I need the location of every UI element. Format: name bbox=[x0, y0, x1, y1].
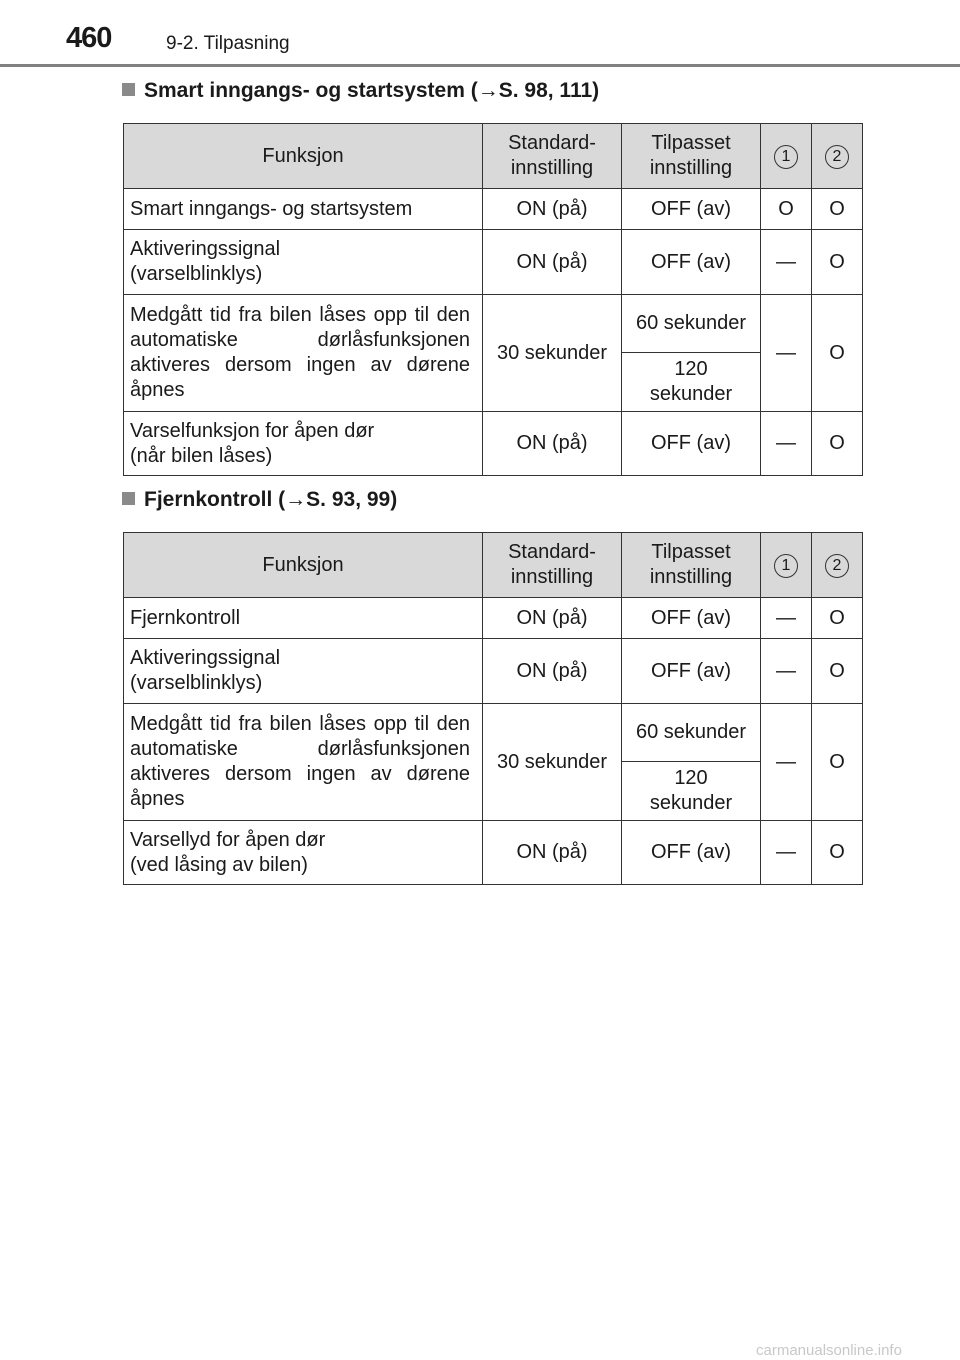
function-cell: Aktiveringssignal (varselblinklys) bbox=[124, 230, 483, 295]
mark-cell-2: O bbox=[812, 189, 863, 230]
column-header-2 bbox=[812, 124, 863, 189]
function-cell: Fjernkontroll bbox=[124, 598, 483, 639]
section-heading-text: Smart inngangs- og startsystem (→S. 98, 111) bbox=[144, 79, 600, 102]
section-heading-remote bbox=[122, 488, 397, 512]
table-row bbox=[124, 412, 863, 476]
column-header-default: Standard- innstilling bbox=[483, 124, 622, 189]
custom-cell: OFF (av) bbox=[622, 230, 761, 295]
table-row bbox=[124, 821, 863, 885]
default-cell: ON (på) bbox=[483, 412, 622, 476]
table-header-row bbox=[124, 124, 863, 189]
circled-1-icon: 1 bbox=[774, 145, 798, 169]
custom-cell: OFF (av) bbox=[622, 598, 761, 639]
header-rule bbox=[0, 64, 960, 67]
section-heading-smart-entry bbox=[122, 79, 599, 103]
custom-cell: 120 sekunder bbox=[622, 353, 761, 412]
square-bullet-icon bbox=[122, 83, 135, 96]
mark-cell-2: O bbox=[812, 704, 863, 821]
mark-cell-2: O bbox=[812, 412, 863, 476]
table-row bbox=[124, 704, 863, 762]
custom-cell: 60 sekunder bbox=[622, 295, 761, 353]
page-header bbox=[0, 0, 960, 64]
circled-1-icon: 1 bbox=[774, 554, 798, 578]
settings-table-smart-entry bbox=[123, 123, 863, 476]
mark-cell-1: — bbox=[761, 412, 812, 476]
column-header-custom: Tilpasset innstilling bbox=[622, 124, 761, 189]
column-header-function: Funksjon bbox=[124, 533, 483, 598]
default-cell: 30 sekunder bbox=[483, 295, 622, 412]
column-header-2 bbox=[812, 533, 863, 598]
function-cell: Medgått tid fra bilen låses opp til den automatiske dørlåsfunksjonen aktiveres dersom ingen av dørene åpnes bbox=[124, 295, 483, 412]
mark-cell-1: O bbox=[761, 189, 812, 230]
table-row bbox=[124, 598, 863, 639]
default-cell: 30 sekunder bbox=[483, 704, 622, 821]
mark-cell-2: O bbox=[812, 295, 863, 412]
mark-cell-2: O bbox=[812, 598, 863, 639]
mark-cell-2: O bbox=[812, 639, 863, 704]
square-bullet-icon bbox=[122, 492, 135, 505]
table-row bbox=[124, 189, 863, 230]
mark-cell-1: — bbox=[761, 230, 812, 295]
default-cell: ON (på) bbox=[483, 598, 622, 639]
table-header-row bbox=[124, 533, 863, 598]
circled-2-icon: 2 bbox=[825, 145, 849, 169]
mark-cell-2: O bbox=[812, 230, 863, 295]
mark-cell-1: — bbox=[761, 821, 812, 885]
mark-cell-1: — bbox=[761, 639, 812, 704]
section-heading-text: Fjernkontroll (→S. 93, 99) bbox=[144, 488, 398, 511]
custom-cell: OFF (av) bbox=[622, 189, 761, 230]
mark-cell-2: O bbox=[812, 821, 863, 885]
function-cell: Medgått tid fra bilen låses opp til den automatiske dørlåsfunksjonen aktiveres dersom ingen av dørene åpnes bbox=[124, 704, 483, 821]
column-header-default: Standard- innstilling bbox=[483, 533, 622, 598]
column-header-1 bbox=[761, 533, 812, 598]
column-header-1 bbox=[761, 124, 812, 189]
custom-cell: 60 sekunder bbox=[622, 704, 761, 762]
mark-cell-1: — bbox=[761, 704, 812, 821]
custom-cell: OFF (av) bbox=[622, 821, 761, 885]
function-cell: Aktiveringssignal (varselblinklys) bbox=[124, 639, 483, 704]
function-cell: Varsellyd for åpen dør (ved låsing av bilen) bbox=[124, 821, 483, 885]
default-cell: ON (på) bbox=[483, 639, 622, 704]
table-row bbox=[124, 639, 863, 704]
circled-2-icon: 2 bbox=[825, 554, 849, 578]
column-header-custom: Tilpasset innstilling bbox=[622, 533, 761, 598]
table-row bbox=[124, 295, 863, 353]
default-cell: ON (på) bbox=[483, 230, 622, 295]
chapter-title: 9-2. Tilpasning bbox=[166, 33, 290, 54]
custom-cell: 120 sekunder bbox=[622, 762, 761, 821]
table-row bbox=[124, 230, 863, 295]
settings-table-remote bbox=[123, 532, 863, 885]
page-number: 460 bbox=[66, 22, 112, 54]
custom-cell: OFF (av) bbox=[622, 639, 761, 704]
watermark: carmanualsonline.info bbox=[756, 1342, 902, 1359]
column-header-function: Funksjon bbox=[124, 124, 483, 189]
default-cell: ON (på) bbox=[483, 189, 622, 230]
function-cell: Smart inngangs- og startsystem bbox=[124, 189, 483, 230]
default-cell: ON (på) bbox=[483, 821, 622, 885]
custom-cell: OFF (av) bbox=[622, 412, 761, 476]
mark-cell-1: — bbox=[761, 598, 812, 639]
function-cell: Varselfunksjon for åpen dør (når bilen låses) bbox=[124, 412, 483, 476]
mark-cell-1: — bbox=[761, 295, 812, 412]
